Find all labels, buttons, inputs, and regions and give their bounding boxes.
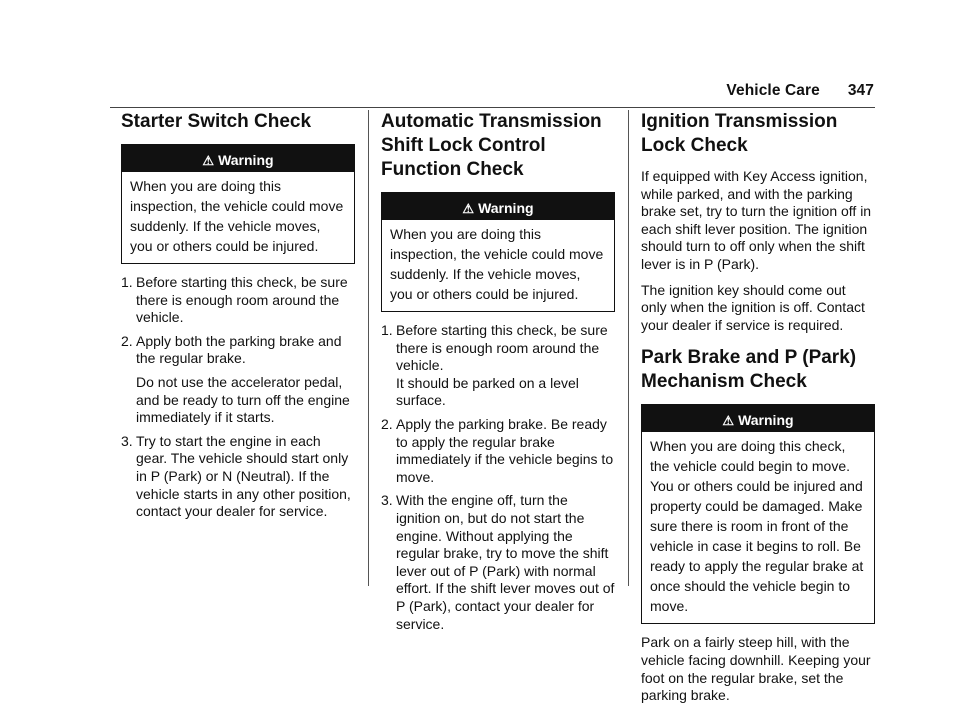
steps-list [121, 274, 355, 521]
warning-header [122, 145, 354, 172]
warning-box [121, 144, 355, 264]
column-divider [368, 110, 369, 586]
warning-header [382, 193, 614, 220]
paragraph: Park on a fairly steep hill, with the vehicle facing downhill. Keeping your foot on the regular brake, set the parking brake. [641, 634, 871, 704]
list-item: 1. Before starting this check, be sure there is enough room around the vehicle. It should be parked on a level surface. [381, 322, 608, 409]
list-item: 3. With the engine off, turn the ignition on, but do not start the engine. Without applying the regular brake, try to move the shift lever out of P (Park) with normal effort. If the shift lever moves out of P (Park), contact your dealer for service. [381, 492, 615, 632]
warning-header [642, 405, 874, 432]
section-heading: Park Brake and P (Park) Mechanism Check [641, 347, 857, 393]
warning-box [381, 192, 615, 312]
warning-label: Warning [478, 200, 534, 216]
column-1 [121, 110, 355, 527]
warning-text: When you are doing this inspection, the vehicle could move suddenly. If the vehicle moves, you or others could be injured. [130, 178, 344, 254]
page-number: 347 [847, 82, 874, 99]
section-heading: Ignition Transmission Lock Check [641, 111, 838, 156]
warning-label: Warning [218, 152, 274, 168]
warning-box [641, 404, 875, 624]
column-2 [381, 110, 615, 639]
header-rule [110, 107, 875, 108]
column-3 [641, 110, 875, 713]
warning-triangle-icon: ⚠ [202, 153, 215, 168]
warning-text: When you are doing this check, the vehicle could begin to move. You or others could be injured and property could be damaged. Make sure there is room in front of the vehicle in case it begins to roll. Be ready to apply the regular brake at once should the vehicle begin to move. [650, 438, 864, 615]
paragraph: The ignition key should come out only when the ignition is off. Contact your dealer if service is required. [641, 281, 865, 333]
paragraph: If equipped with Key Access ignition, while parked, and with the parking brake set, try to turn the ignition off in each shift lever position. The ignition should turn to off only when the shift lever is in P (Park). [641, 168, 872, 272]
warning-label: Warning [738, 412, 794, 429]
warning-triangle-icon: ⚠ [462, 201, 475, 216]
running-header [726, 82, 874, 100]
list-item: 3. Try to start the engine in each gear. The vehicle should start only in P (Park) or N (Neutral). If the vehicle starts in any other position, contact your dealer for service. [121, 432, 351, 520]
list-item: 1. Before starting this check, be sure there is enough room around the vehicle. [121, 274, 348, 326]
steps-list [381, 322, 615, 633]
list-item: 2. Apply both the parking brake and the regular brake. Do not use the accelerator pedal, and be ready to turn off the engine immediately if it starts. [121, 332, 350, 426]
section-title: Vehicle Care [726, 82, 820, 99]
section-heading: Automatic Transmission Shift Lock Control Function Check [381, 111, 602, 180]
section-heading: Starter Switch Check [121, 111, 312, 132]
warning-text: When you are doing this inspection, the vehicle could move suddenly. If the vehicle moves, you or others could be injured. [390, 226, 604, 302]
list-item: 2. Apply the parking brake. Be ready to apply the regular brake immediately if the vehicle begins to move. [381, 415, 614, 485]
column-divider [628, 110, 629, 586]
warning-triangle-icon: ⚠ [722, 413, 735, 429]
